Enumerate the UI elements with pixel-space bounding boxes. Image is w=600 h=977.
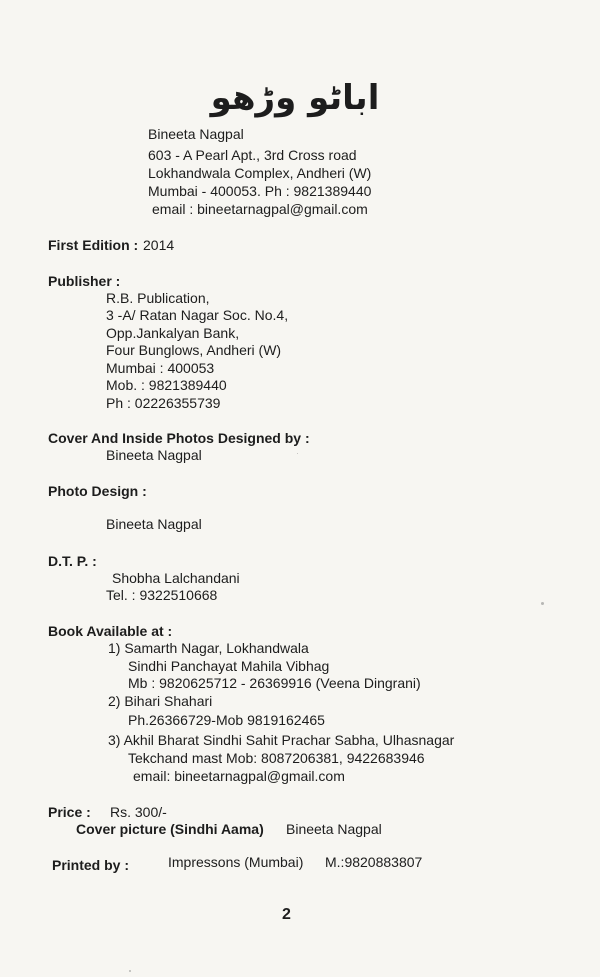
author-name: Bineeta Nagpal [148, 126, 244, 142]
availability-item-2-line-2: Ph.26366729-Mob 9819162465 [128, 712, 325, 728]
dtp-tel: Tel. : 9322510668 [106, 587, 218, 603]
author-address-line-1: 603 - A Pearl Apt., 3rd Cross road [148, 147, 357, 163]
printed-by-value: Impressons (Mumbai) [168, 854, 304, 870]
availability-item-3-line-1: 3) Akhil Bharat Sindhi Sahit Prachar Sabha, Ulhasnagar [108, 732, 455, 748]
availability-item-1-line-3: Mb : 9820625712 - 26369916 (Veena Dingrani) [128, 675, 421, 691]
scan-speck [541, 602, 544, 605]
first-edition-label: First Edition : [48, 237, 139, 253]
availability-item-1-line-2: Sindhi Panchayat Mahila Vibhag [128, 658, 330, 674]
cover-design-label: Cover And Inside Photos Designed by : [48, 430, 310, 446]
publisher-label: Publisher : [48, 273, 121, 289]
availability-item-1-line-1: 1) Samarth Nagar, Lokhandwala [108, 640, 309, 656]
page-number: 2 [282, 906, 291, 923]
availability-label: Book Available at : [48, 623, 173, 639]
first-edition-value: 2014 [143, 237, 175, 253]
dtp-name: Shobha Lalchandani [112, 570, 240, 586]
author-address-line-3: Mumbai - 400053. Ph : 9821389440 [148, 183, 372, 199]
printed-by-label: Printed by : [52, 857, 130, 873]
cover-picture-value: Bineeta Nagpal [286, 821, 382, 837]
publisher-line-2: 3 -A/ Ratan Nagar Soc. No.4, [106, 307, 289, 323]
author-address-line-2: Lokhandwala Complex, Andheri (W) [148, 165, 372, 181]
cover-picture-label: Cover picture (Sindhi Aama) [76, 821, 264, 837]
publisher-line-1: R.B. Publication, [106, 290, 210, 306]
price-label: Price : [48, 804, 91, 820]
author-email: email : bineetarnagpal@gmail.com [152, 201, 368, 217]
printed-by-mobile: M.:9820883807 [325, 854, 423, 870]
availability-item-3-line-3: email: bineetarnagpal@gmail.com [133, 768, 345, 784]
scan-speck [129, 970, 131, 972]
cover-design-value: Bineeta Nagpal [106, 447, 202, 463]
price-value: Rs. 300/- [110, 804, 167, 820]
publisher-line-7: Ph : 02226355739 [106, 395, 221, 411]
availability-item-3-line-2: Tekchand mast Mob: 8087206381, 9422683946 [128, 750, 425, 766]
publisher-line-3: Opp.Jankalyan Bank, [106, 325, 240, 341]
publisher-line-5: Mumbai : 400053 [106, 360, 215, 376]
availability-item-2-line-1: 2) Bihari Shahari [108, 693, 213, 709]
publisher-line-6: Mob. : 9821389440 [106, 377, 227, 393]
photo-design-label: Photo Design : [48, 483, 147, 499]
book-title: اباٹو وڑھو [210, 78, 380, 118]
publisher-line-4: Four Bunglows, Andheri (W) [106, 342, 282, 358]
dtp-label: D.T. P. : [48, 553, 97, 569]
scan-speck [297, 453, 298, 454]
photo-design-value: Bineeta Nagpal [106, 516, 202, 532]
